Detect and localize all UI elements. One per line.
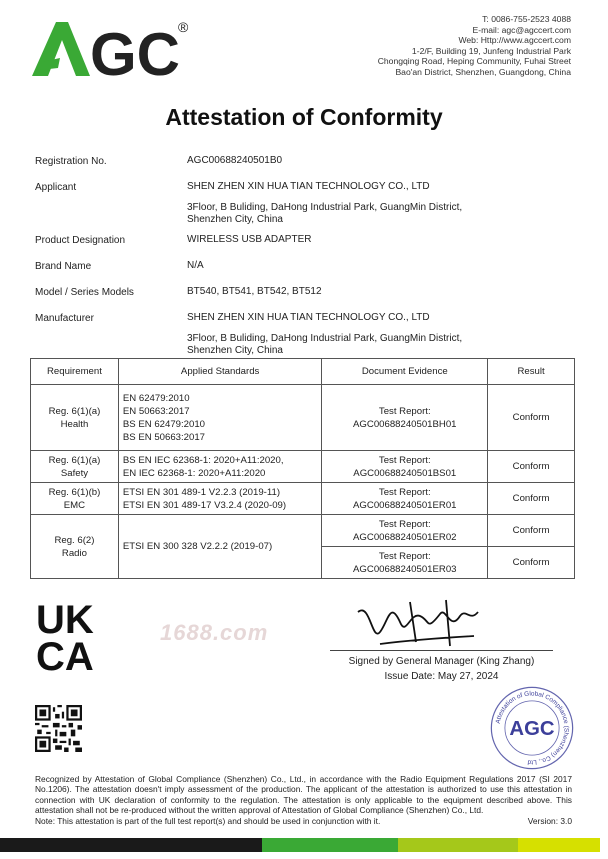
field-label: Manufacturer <box>35 313 94 324</box>
manufacturer: SHEN ZHEN XIN HUA TIAN TECHNOLOGY CO., LTD <box>187 312 430 323</box>
standards: ETSI EN 301 489-1 V2.2.3 (2019-11) ETSI EN 301 489-17 V3.2.4 (2020-09) <box>118 483 322 515</box>
page-title: Attestation of Conformity <box>165 104 443 130</box>
address-line: Shenzhen City, China <box>187 345 283 356</box>
field-label: Model / Series Models <box>35 287 134 298</box>
svg-text:®: ® <box>178 19 189 35</box>
evidence: Test Report: AGC00688240501BS01 <box>322 451 488 483</box>
address-line: 3Floor, B Buliding, DaHong Industrial Park, GuangMin District, <box>187 333 463 344</box>
address-line: Shenzhen City, China <box>187 214 283 225</box>
registration-no: AGC00688240501B0 <box>187 155 283 166</box>
watermark: 1688.com <box>160 620 269 645</box>
header-cell: Applied Standards <box>118 359 322 385</box>
agc-logo <box>32 18 192 80</box>
evidence: Test Report: AGC00688240501ER02 <box>322 515 488 547</box>
table-header <box>31 359 575 385</box>
address-line: Bao'an District, Shenzhen, Guangdong, China <box>395 66 571 77</box>
manufacturer-address <box>187 333 462 357</box>
requirement: Reg. 6(1)(a) Safety <box>31 451 119 483</box>
contact-info <box>378 14 571 78</box>
evidence: Test Report: AGC00688240501ER01 <box>322 483 488 515</box>
address-line: Chongqing Road, Heping Community, Fuhai Street <box>377 56 571 67</box>
product-designation: WIRELESS USB ADAPTER <box>187 234 312 245</box>
footer-note: Note: This attestation is part of the full test report(s) and should be used in conjunction with it. <box>35 816 381 827</box>
models: BT540, BT541, BT542, BT512 <box>187 286 322 297</box>
footer-note-row <box>35 816 572 826</box>
address-line: 1-2/F, Building 19, Junfeng Industrial Park <box>411 45 571 56</box>
table-row <box>31 483 575 515</box>
signed-by: Signed by General Manager (King Zhang) <box>348 656 535 667</box>
table-row <box>31 515 575 547</box>
website: Web: Http://www.agccert.com <box>458 35 571 46</box>
result: Conform <box>488 547 575 579</box>
standards: ETSI EN 300 328 V2.2.2 (2019-07) <box>118 515 322 579</box>
issue-date: Issue Date: May 27, 2024 <box>384 671 499 682</box>
footer-bar-green <box>262 838 398 852</box>
email: E-mail: agc@agccert.com <box>472 24 571 35</box>
qr-code <box>35 705 82 752</box>
footer-text: Recognized by Attestation of Global Compliance (Shenzhen) Co., Ltd., in accordance with the Radio Equipment Regulations 2017 (SI 2017 No.1206). The attestation doesn't imply assessment of the production. The applicant of the attestation is authorized to use this attestation in connection with UK declaration of conformity to the regulation. The attestation is only applicable to the equipment described above. This attestation shall not be re-produced without the written approval of Attestation of Global Compliance (Shenzhen) Co., Ltd. <box>35 774 572 815</box>
footer-bar-yellow <box>518 838 600 852</box>
field-label: Brand Name <box>35 261 92 272</box>
company-seal <box>490 686 574 770</box>
header-cell: Document Evidence <box>322 359 488 385</box>
header-cell: Result <box>488 359 575 385</box>
result: Conform <box>488 385 575 451</box>
signature-line <box>330 650 553 651</box>
header-cell: Requirement <box>31 359 119 385</box>
phone: T: 0086-755-2523 4088 <box>482 14 571 24</box>
applicant: SHEN ZHEN XIN HUA TIAN TECHNOLOGY CO., LTD <box>187 181 430 192</box>
requirement: Reg. 6(1)(a) Health <box>31 385 119 451</box>
footer-bar-black <box>0 838 262 852</box>
evidence: Test Report: AGC00688240501ER03 <box>322 547 488 579</box>
footer <box>35 774 572 826</box>
standards: BS EN IEC 62368-1: 2020+A11:2020, EN IEC 62368-1: 2020+A11:2020 <box>118 451 322 483</box>
svg-text:AGC: AGC <box>509 717 555 740</box>
field-label: Applicant <box>35 182 77 193</box>
svg-text:GC: GC <box>90 21 180 80</box>
brand-name: N/A <box>187 260 204 271</box>
table-row <box>31 385 575 451</box>
standards: EN 62479:2010 EN 50663:2017 BS EN 62479:2010 BS EN 50663:2017 <box>118 385 322 451</box>
table-row <box>31 451 575 483</box>
result: Conform <box>488 451 575 483</box>
address-line: 3Floor, B Buliding, DaHong Industrial Park, GuangMin District, <box>187 202 463 213</box>
evidence: Test Report: AGC00688240501BH01 <box>322 385 488 451</box>
version: Version: 3.0 <box>527 816 572 827</box>
footer-bar-lime <box>398 838 518 852</box>
result: Conform <box>488 483 575 515</box>
signature <box>350 592 490 652</box>
applicant-address <box>187 202 462 226</box>
requirement: Reg. 6(1)(b) EMC <box>31 483 119 515</box>
svg-text:Attestation of Global Complian: Attestation of Global Compliance (Shenzhen) Co., Ltd <box>494 690 570 766</box>
result: Conform <box>488 515 575 547</box>
ukca-mark: UKCA <box>36 598 94 679</box>
standards-table <box>30 358 575 579</box>
requirement: Reg. 6(2) Radio <box>31 515 119 579</box>
field-label: Registration No. <box>35 156 107 167</box>
field-label: Product Designation <box>35 235 126 246</box>
